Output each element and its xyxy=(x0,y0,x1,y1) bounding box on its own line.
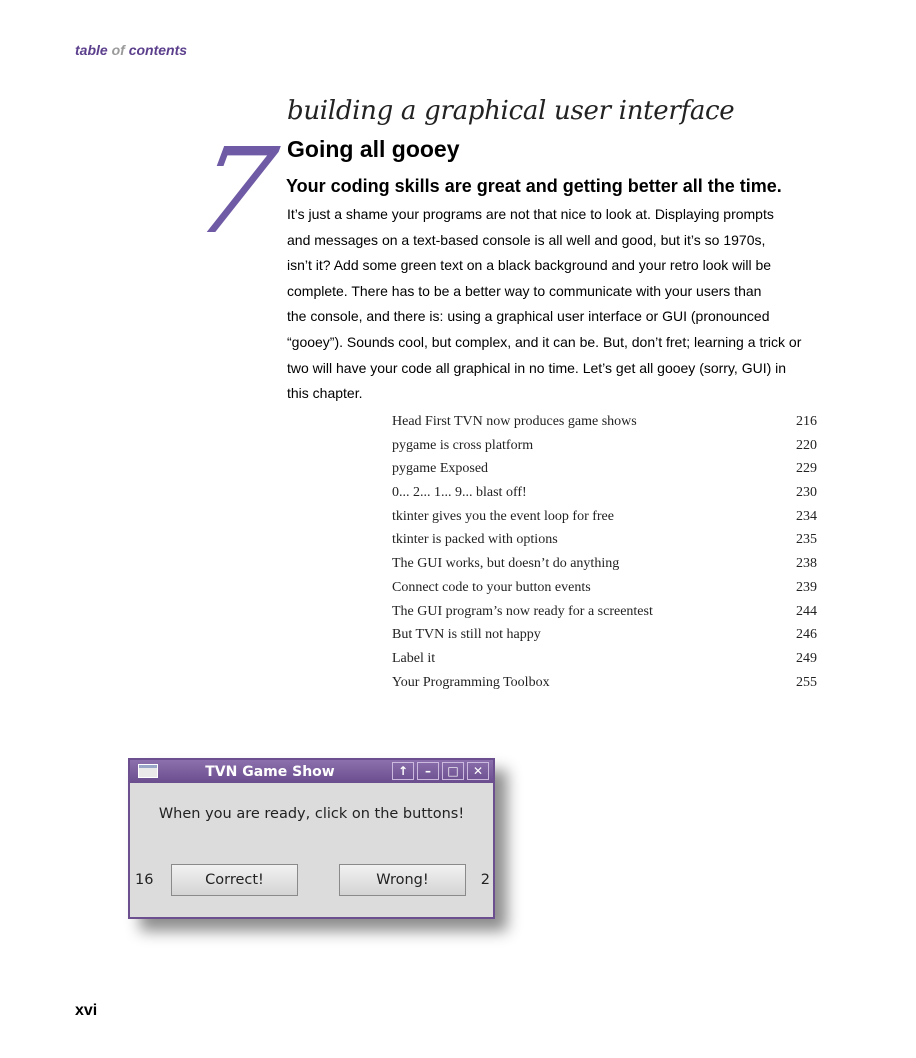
toc-entry-page: 220 xyxy=(796,437,817,453)
toc-list xyxy=(392,410,817,694)
chapter-subtitle: building a graphical user interface xyxy=(287,96,735,126)
correct-button[interactable]: Correct! xyxy=(171,864,298,896)
toc-entry[interactable] xyxy=(392,481,817,505)
toc-entry-page: 255 xyxy=(796,674,817,690)
intro-line: “gooey”). Sounds cool, but complex, and it can be. But, don’t fret; learning a trick or xyxy=(287,333,802,350)
up-arrow-icon[interactable]: ↑ xyxy=(392,762,414,780)
minimize-icon[interactable]: – xyxy=(417,762,439,780)
wrong-count: 2 xyxy=(480,872,490,888)
toc-entry[interactable] xyxy=(392,505,817,529)
toc-entry[interactable] xyxy=(392,457,817,481)
running-header xyxy=(75,42,187,58)
toc-entry-page: 216 xyxy=(796,414,817,429)
toc-entry-title: tkinter gives you the event loop for free xyxy=(392,508,614,524)
close-icon[interactable]: ✕ xyxy=(467,762,489,780)
intro-line: isn’t it? Add some green text on a black background and your retro look will be xyxy=(287,257,772,274)
toc-entry-title: But TVN is still not happy xyxy=(392,627,541,643)
toc-entry[interactable] xyxy=(392,528,817,552)
intro-line: It’s just a shame your programs are not that nice to look at. Displaying prompts xyxy=(287,206,774,222)
header-word-of: of xyxy=(111,42,125,58)
header-word-table: table xyxy=(75,42,108,58)
toc-entry-page: 246 xyxy=(796,627,817,643)
maximize-icon[interactable]: □ xyxy=(442,762,464,780)
lead-sentence: Your coding skills are great and getting better all the time. xyxy=(286,176,782,196)
window-controls xyxy=(392,762,489,780)
toc-entry-page: 238 xyxy=(796,556,817,572)
intro-line: the console, and there is: using a graphical user interface or GUI (pronounced xyxy=(287,308,770,325)
toc-entry-page: 235 xyxy=(796,532,817,548)
toc-entry[interactable] xyxy=(392,623,817,647)
toc-entry-page: 234 xyxy=(796,508,817,524)
toc-entry-title: Label it xyxy=(392,650,436,666)
toc-entry[interactable] xyxy=(392,671,817,695)
wrong-button[interactable]: Wrong! xyxy=(339,864,466,896)
toc-entry[interactable] xyxy=(392,647,817,671)
toc-entry-page: 229 xyxy=(796,461,817,477)
intro-line: complete. There has to be a better way to communicate with your users than xyxy=(287,282,762,299)
toc-entry-title: The GUI program’s now ready for a screentest xyxy=(392,603,653,619)
toc-entry[interactable] xyxy=(392,434,817,458)
intro-paragraph xyxy=(287,202,817,407)
toc-entry-title: Connect code to your button events xyxy=(392,579,591,595)
toc-entry[interactable] xyxy=(392,600,817,624)
window-message: When you are ready, click on the buttons! xyxy=(158,806,465,822)
intro-line: and messages on a text-based console is all well and good, but it’s so 1970s, xyxy=(287,231,766,248)
game-show-window xyxy=(128,758,495,919)
window-titlebar[interactable] xyxy=(130,760,493,783)
toc-entry-page: 249 xyxy=(796,650,817,666)
toc-entry-title: 0... 2... 1... 9... blast off! xyxy=(392,485,527,501)
toc-entry-title: pygame is cross platform xyxy=(392,437,534,453)
window-title: TVN Game Show xyxy=(205,764,335,780)
toc-entry-page: 244 xyxy=(796,603,817,619)
header-word-contents: contents xyxy=(128,42,188,58)
toc-entry-page: 239 xyxy=(796,579,817,595)
toc-entry-page: 230 xyxy=(796,485,817,501)
intro-line: this chapter. xyxy=(287,385,363,402)
toc-entry[interactable] xyxy=(392,552,817,576)
toc-entry-title: pygame Exposed xyxy=(392,461,489,477)
toc-entry-title: Head First TVN now produces game shows xyxy=(392,414,637,429)
toc-entry[interactable] xyxy=(392,576,817,600)
chapter-title: Going all gooey xyxy=(287,136,460,162)
toc-entry[interactable] xyxy=(392,410,817,434)
toc-entry-title: Your Programming Toolbox xyxy=(392,674,550,690)
toc-entry-title: tkinter is packed with options xyxy=(392,532,558,548)
page-number: xvi xyxy=(75,1002,98,1019)
chapter-number: 7 xyxy=(185,122,286,260)
correct-count: 16 xyxy=(135,872,154,888)
toc-entry-title: The GUI works, but doesn’t do anything xyxy=(392,556,620,572)
intro-line: two will have your code all graphical in no time. Let’s get all gooey (sorry, GUI) in xyxy=(287,359,787,376)
